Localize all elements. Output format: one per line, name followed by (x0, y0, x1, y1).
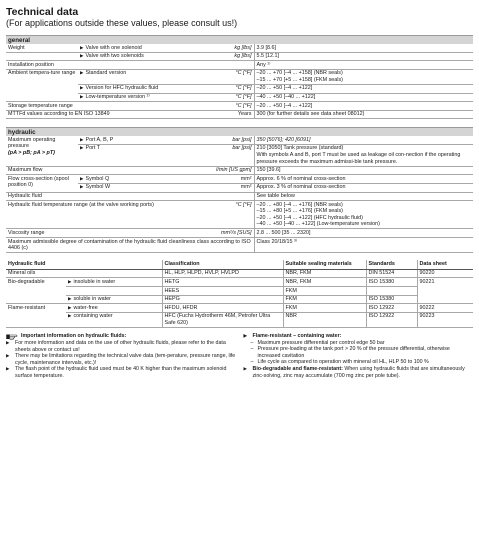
table-row (6, 312, 473, 327)
table-row (6, 44, 473, 52)
arrow-icon: ▶ (80, 85, 84, 91)
weight-label: Weight (6, 44, 78, 52)
table-row (6, 304, 473, 313)
storage-value: –20 ... +50 [–4 ... +122] (254, 102, 473, 111)
install-value: Any ¹⁾ (254, 61, 473, 70)
visc-unit: mm²/s [SUS] (176, 229, 254, 238)
hfc-unit: °C [°F] (176, 84, 254, 93)
cross-q-value: Approx. 6 % of nominal cross-section (254, 175, 473, 184)
port-abp-unit: bar [psi] (176, 136, 254, 144)
list-item: ▶ The flash point of the hydraulic fluid used must be 40 K higher than the maximum solenoid surface temperature. (6, 366, 227, 379)
arrow-icon: ▶ (68, 296, 72, 302)
table-row (6, 136, 473, 144)
cell-std: ISO 15380 (366, 295, 417, 304)
port-t-note: With symbols A and B, port T must be used as leakage oil con-nection if the operating pressure exceeds the maximum admissi-ble tank pressure. (256, 152, 461, 165)
column-header: Hydraulic fluid (6, 260, 162, 269)
hfc-sub: Version for HFC hydraulic fluid (85, 85, 159, 92)
list-item: ▶ For more information and data on the use of other hydraulic fluids, please refer to the data sheets above or contact us! (6, 340, 226, 353)
arrow-icon: ▶ (6, 366, 10, 372)
general-table (6, 44, 473, 119)
table-row (6, 295, 473, 304)
cell-sub: containing water (73, 313, 113, 320)
flow-unit: l/min [US gpm] (176, 166, 254, 175)
cross-q-sub: Symbol Q (85, 175, 110, 182)
arrow-icon: ▶ (80, 94, 84, 100)
arrow-icon: ▶ (68, 278, 72, 284)
cross-w-unit: mm² (176, 183, 254, 192)
cell-seal: FKM (283, 304, 366, 313)
cross-label: Flow cross-section (spool position 0) (8, 175, 69, 189)
column-header: Standards (366, 260, 417, 269)
cross-w-value: Approx. 3 % of nominal cross-section (254, 183, 473, 192)
storage-label: Storage temperature range (6, 102, 176, 111)
hydraulic-table (6, 136, 473, 253)
cell-seal: FKM (283, 287, 366, 296)
contam-value: Class 20/18/15 ³⁾ (254, 238, 473, 253)
cell-class: HETG (162, 278, 283, 287)
contam-label: Maximum admissible degree of contamination of the hydraulic fluid cleanliness class according to ISO 4406 (c) (6, 238, 254, 253)
pressure-label: Maximum operating pressure (8, 136, 56, 150)
ambient-label: Ambient tempera-ture range (8, 70, 76, 77)
list-item (244, 333, 474, 340)
weight-one-sub: Valve with one solenoid (85, 44, 142, 51)
fluid-temp-hfc: –20 ... +50 [–4 ... +122] (HFC hydraulic fluid) (256, 214, 363, 221)
cell-std: ISO 12922 (366, 304, 417, 313)
list-item: – Maximum pressure differential per control edge 50 bar (250, 339, 385, 346)
cross-q-unit: mm² (176, 175, 254, 184)
cell-class: HFDU, HFDR (162, 304, 283, 313)
cell-class: HEES (162, 287, 283, 296)
visc-value: 2.8 ... 500 [35 ... 2320] (254, 229, 473, 238)
weight-two-sub: Valve with two solenoids (85, 53, 144, 60)
flow-value: 150 [39.6] (254, 166, 473, 175)
cell-std: DIN 51524 (366, 269, 417, 278)
arrow-icon: ▶ (243, 333, 247, 338)
mttf-label: MTTFd values according to EN ISO 13849 (6, 110, 176, 119)
cell-class: HL, HLP, HLPD, HVLP, HVLPD (162, 269, 283, 278)
storage-unit: °C [°F] (176, 102, 254, 111)
cell-class: HEPG (162, 295, 283, 304)
arrow-icon: ▶ (80, 175, 84, 181)
table-row (6, 166, 473, 175)
cell-std: ISO 15380 (366, 278, 417, 287)
cell-seal: NBR (283, 312, 366, 327)
cell-ds: 90222 (417, 304, 473, 313)
arrow-icon: ▶ (80, 53, 84, 59)
fluid-temp-fkm: –15 ... +80 [+5 ... +176] (FKM seals) (256, 208, 343, 215)
arrow-icon: ▶ (68, 313, 72, 319)
port-t-sub: Port T (85, 145, 101, 152)
list-item: – Pressure pre-loading at the tank port > 20 % of the pressure differential, otherwise increased cavitation (250, 346, 450, 359)
column-header: Data sheet (417, 260, 473, 269)
table-row (6, 69, 473, 84)
table-row (6, 61, 473, 70)
low-unit: °C [°F] (176, 93, 254, 102)
cell-ds: 90220 (417, 269, 473, 278)
arrow-icon: ▶ (68, 304, 72, 310)
weight-two-value: 5.5 [12.1] (254, 52, 473, 61)
low-sub: Low-temperature version ²⁾ (85, 94, 150, 101)
notes-left (6, 333, 244, 380)
cell-fluid: Flame-resistant (8, 304, 46, 311)
hfc-value: –20 ... +50 [–4 ... +122] (254, 84, 473, 93)
notes-section (6, 333, 473, 380)
table-row (6, 175, 473, 184)
important-title: Important information on hydraulic fluids: (21, 333, 127, 340)
cell-class: HFC (Fuchs Hydrotherm 46M, Petrofer Ultra Safe 620) (162, 312, 283, 327)
cell-ds: 90223 (417, 312, 473, 327)
table-row (6, 269, 473, 278)
table-row (6, 229, 473, 238)
port-t-value: 210 [3050] Tank pressure (standard) (256, 145, 344, 152)
cell-seal: FKM (283, 295, 366, 304)
fluid-label: Hydraulic fluid (6, 192, 176, 201)
arrow-icon: ▶ (80, 44, 84, 50)
flame-water-title: Flame-resistant – containing water: (252, 333, 342, 339)
arrow-icon: ▶ (6, 340, 10, 345)
bio-flame-text: When using hydraulic fluids that are simultaneously zinc-solving, zinc may accumulate (700 mg zinc per pole tube). (252, 365, 465, 379)
fluid-value: See table below (254, 192, 473, 201)
std-value-nbr: –20 ... +70 [–4 ... +158] (NBR seals) (256, 70, 343, 77)
arrow-icon: ▶ (80, 70, 84, 76)
weight-two-unit: kg [lbs] (176, 52, 254, 61)
std-sub: Standard version (85, 70, 127, 77)
page-title: Technical data (6, 6, 79, 18)
list-item (244, 366, 474, 379)
fluid-temp-low: –40 ... +50 [–40 ... +122] (Low-temperature version) (256, 221, 380, 228)
arrow-icon: ▶ (6, 353, 10, 359)
cell-fluid: Bio-degradable (8, 278, 45, 285)
std-value-fkm: –15 ... +70 [+5 ... +158] (FKM seals) (256, 76, 343, 83)
arrow-icon: ▶ (80, 145, 84, 151)
mttf-unit: Years (176, 110, 254, 119)
notes-right (244, 333, 474, 380)
port-abp-value: 350 [5076]; 420 [6091] (254, 136, 473, 144)
low-value: –40 ... +50 [–40 ... +122] (254, 93, 473, 102)
section-general-header: general (6, 35, 473, 44)
table-row (6, 287, 473, 296)
column-header: Classification (162, 260, 283, 269)
visc-label: Viscosity range (6, 229, 176, 238)
pressure-sub-label: (pA > pB; pA > pT) (8, 150, 55, 157)
table-row (6, 192, 473, 201)
table-row (6, 238, 473, 253)
cell-seal: NBR, FKM (283, 269, 366, 278)
cell-ds: 90221 (419, 278, 435, 285)
pointing-hand-icon (6, 333, 18, 340)
install-label: Installation position (6, 61, 176, 70)
table-row (6, 201, 473, 229)
port-abp-sub: Port A, B, P (85, 136, 114, 143)
std-unit: °C [°F] (176, 69, 254, 84)
fluid-temp-label: Hydraulic fluid temperature range (at the valve working ports) (6, 201, 176, 229)
section-hydraulic-header: hydraulic (6, 127, 473, 136)
cell-sub: water-free (73, 304, 98, 311)
table-row (6, 110, 473, 119)
fluid-temp-unit: °C [°F] (176, 201, 254, 229)
flow-label: Maximum flow (6, 166, 176, 175)
weight-one-value: 3.9 [8.6] (254, 44, 473, 52)
cell-fluid: Mineral oils (6, 269, 162, 278)
table-row (6, 52, 473, 61)
mttf-value: 300 (for further details see data sheet 08012) (254, 110, 473, 119)
port-t-unit: bar [psi] (176, 144, 254, 166)
cell-seal: NBR, FKM (283, 278, 366, 287)
arrow-icon: ▶ (80, 136, 84, 142)
cell-sub: insoluble in water (73, 278, 116, 285)
table-row (6, 278, 473, 287)
table-row (6, 102, 473, 111)
list-item: ▶ There may be limitations regarding the technical valve data (tem-perature, pressure range, life cycle, maintenance intervals, etc.)! (6, 353, 236, 366)
weight-one-unit: kg [lbs] (176, 44, 254, 52)
column-header: Suitable sealing materials (283, 260, 366, 269)
cell-sub: soluble in water (73, 296, 111, 303)
fluid-table-header (6, 260, 473, 269)
cross-w-sub: Symbol W (85, 184, 111, 191)
arrow-icon: ▶ (80, 184, 84, 190)
bio-flame-title: Bio-degradable and flame-resistant: (252, 365, 343, 372)
fluid-table (6, 260, 473, 328)
cell-std: ISO 12922 (366, 312, 417, 327)
list-item: – Life cycle as compared to operation with mineral oil HL, HLP 50 to 100 % (250, 359, 429, 366)
arrow-icon: ▶ (243, 365, 247, 371)
page-subtitle: (For applications outside these values, please consult us!) (6, 18, 238, 28)
fluid-temp-nbr: –20 ... +80 [–4 ... +176] (NBR seals) (256, 201, 343, 208)
